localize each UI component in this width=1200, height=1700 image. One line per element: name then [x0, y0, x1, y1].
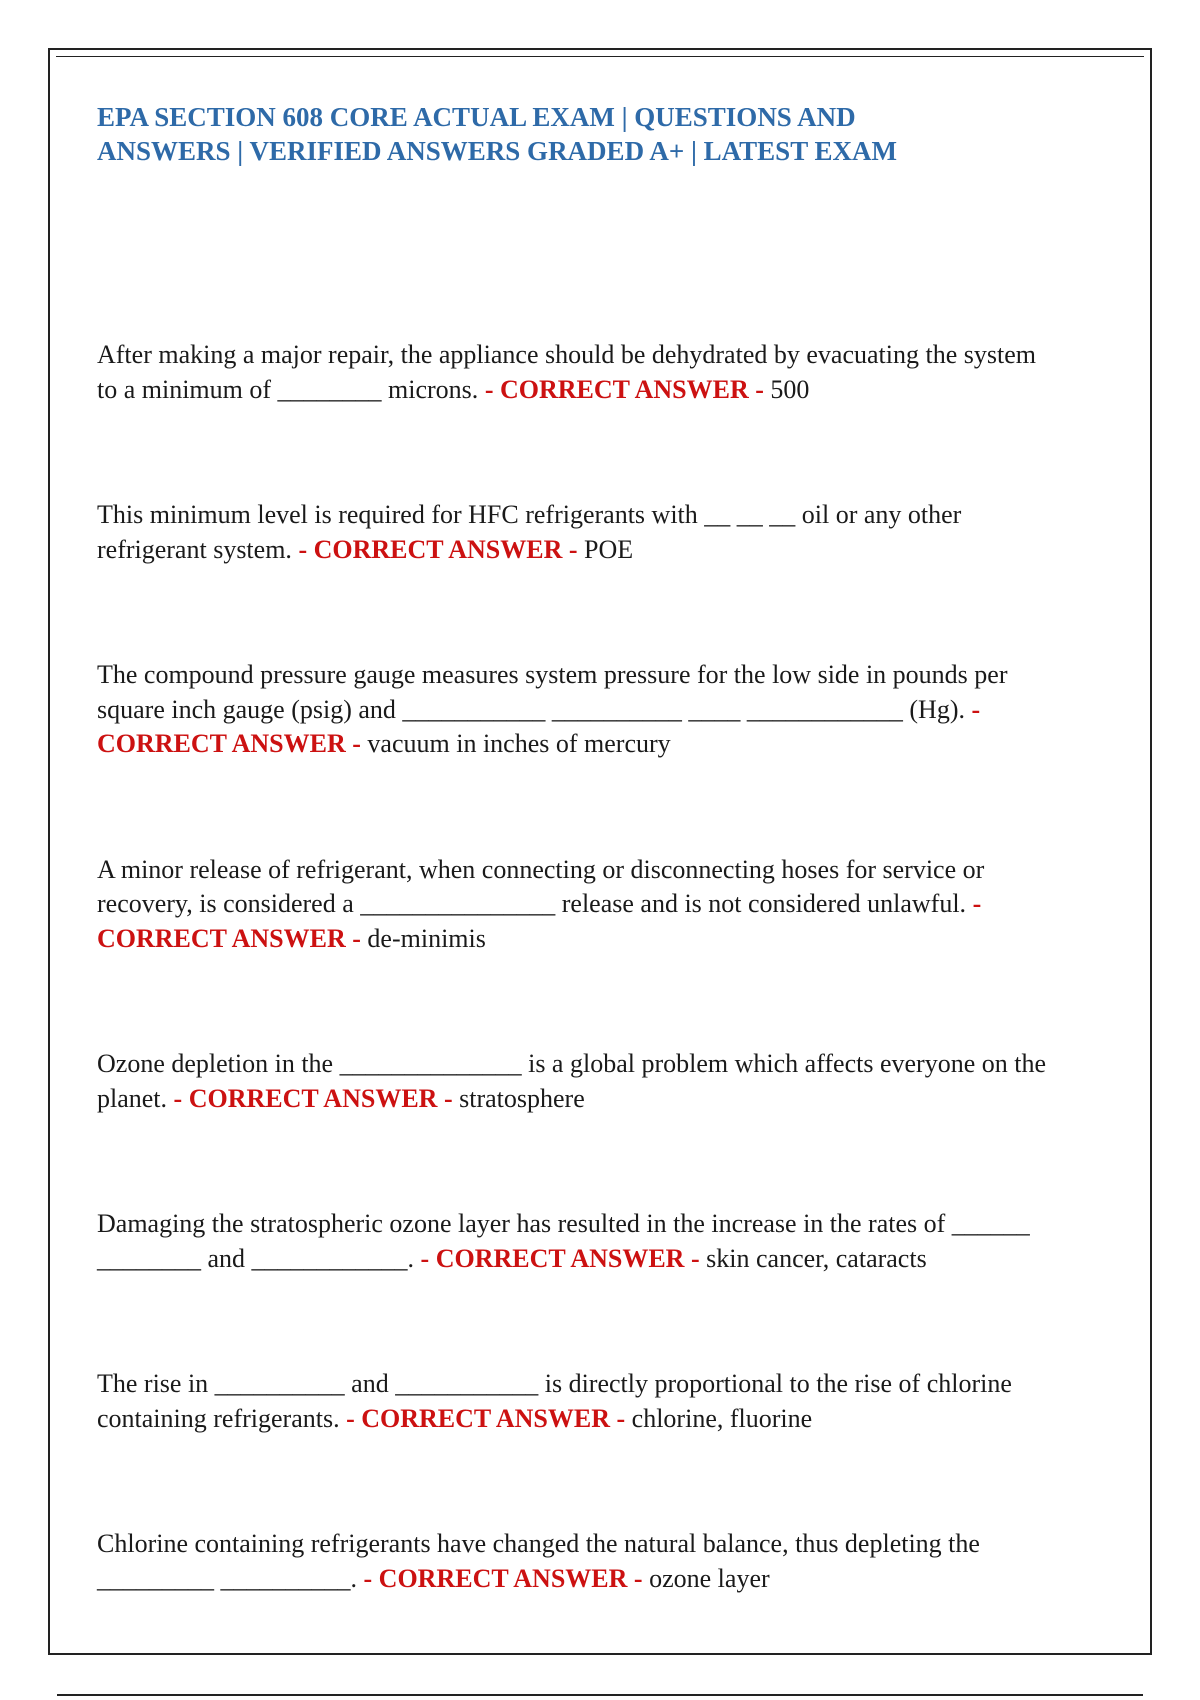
answer-separator: - — [346, 1403, 355, 1433]
answer-separator: - — [298, 534, 308, 564]
next-page-rule — [57, 1694, 1143, 1696]
answer-separator: - — [755, 374, 764, 404]
answer-text: ozone layer — [649, 1563, 770, 1593]
correct-answer-label: CORRECT ANSWER — [313, 534, 563, 564]
question-item — [97, 338, 1057, 407]
answer-text: stratosphere — [459, 1083, 585, 1113]
question-text: Ozone depletion in the ______________ is a global problem which affects everyone on the planet. — [97, 1049, 1046, 1113]
answer-text: skin cancer, cataracts — [706, 1243, 927, 1273]
answer-text: vacuum in inches of mercury — [367, 729, 671, 758]
document-title: EPA SECTION 608 CORE ACTUAL EXAM | QUESTIONS AND ANSWERS | VERIFIED ANSWERS GRADED A+ | LATEST EXAM — [97, 102, 897, 166]
correct-answer-label: CORRECT ANSWER — [97, 923, 346, 953]
answer-separator: - — [352, 923, 361, 953]
correct-answer-label: CORRECT ANSWER — [361, 1403, 610, 1433]
correct-answer-label: CORRECT ANSWER — [97, 729, 346, 758]
question-text: The compound pressure gauge measures system pressure for the low side in pounds per square inch gauge (psig) and ___________ __________ ____ ____________ (Hg). — [97, 660, 1008, 724]
answer-separator: - — [568, 534, 578, 564]
answer-separator: - — [173, 1083, 183, 1113]
question-text: A minor release of refrigerant, when connecting or disconnecting hoses for service or recovery, is considered a _______________ release and is not considered unlawful. — [97, 854, 985, 918]
question-item — [97, 853, 1057, 957]
frame-top-rule — [56, 56, 1144, 57]
question-text: Chlorine containing refrigerants have changed the natural balance, thus depleting the _________ __________. — [97, 1529, 980, 1593]
question-item — [97, 1527, 1057, 1596]
answer-separator: - — [971, 694, 981, 724]
answer-separator: - — [690, 1243, 700, 1273]
question-text: Damaging the stratospheric ozone layer has resulted in the increase in the rates of ______ ________ and ____________. — [97, 1209, 1030, 1273]
answer-separator: - — [633, 1563, 643, 1593]
correct-answer-label: CORRECT ANSWER — [499, 374, 749, 404]
question-text: After making a major repair, the appliance should be dehydrated by evacuating the system to a minimum of ________ microns. — [97, 340, 1036, 404]
question-item — [97, 1047, 1057, 1116]
answer-separator: - — [972, 889, 982, 918]
question-item — [97, 1207, 1057, 1276]
question-item — [97, 498, 1057, 567]
question-text: The rise in __________ and ___________ is directly proportional to the rise of chlorine containing refrigerants. — [97, 1369, 1012, 1433]
answer-separator: - — [443, 1083, 453, 1113]
answer-text: 500 — [770, 374, 810, 404]
question-list — [97, 338, 1057, 1596]
answer-text: chlorine, fluorine — [631, 1403, 813, 1433]
answer-text: POE — [584, 534, 634, 564]
answer-text: de-minimis — [367, 923, 486, 953]
correct-answer-label: CORRECT ANSWER — [378, 1563, 628, 1593]
answer-separator: - — [363, 1563, 373, 1593]
answer-separator: - — [420, 1243, 430, 1273]
question-item — [97, 658, 1057, 762]
answer-separator: - — [352, 729, 361, 758]
question-text: This minimum level is required for HFC refrigerants with __ __ __ oil or any other refrigerant system. — [97, 500, 962, 564]
answer-separator: - — [616, 1403, 626, 1433]
correct-answer-label: CORRECT ANSWER — [435, 1243, 685, 1273]
answer-separator: - — [484, 374, 494, 404]
question-item — [97, 1367, 1057, 1436]
correct-answer-label: CORRECT ANSWER — [188, 1083, 438, 1113]
